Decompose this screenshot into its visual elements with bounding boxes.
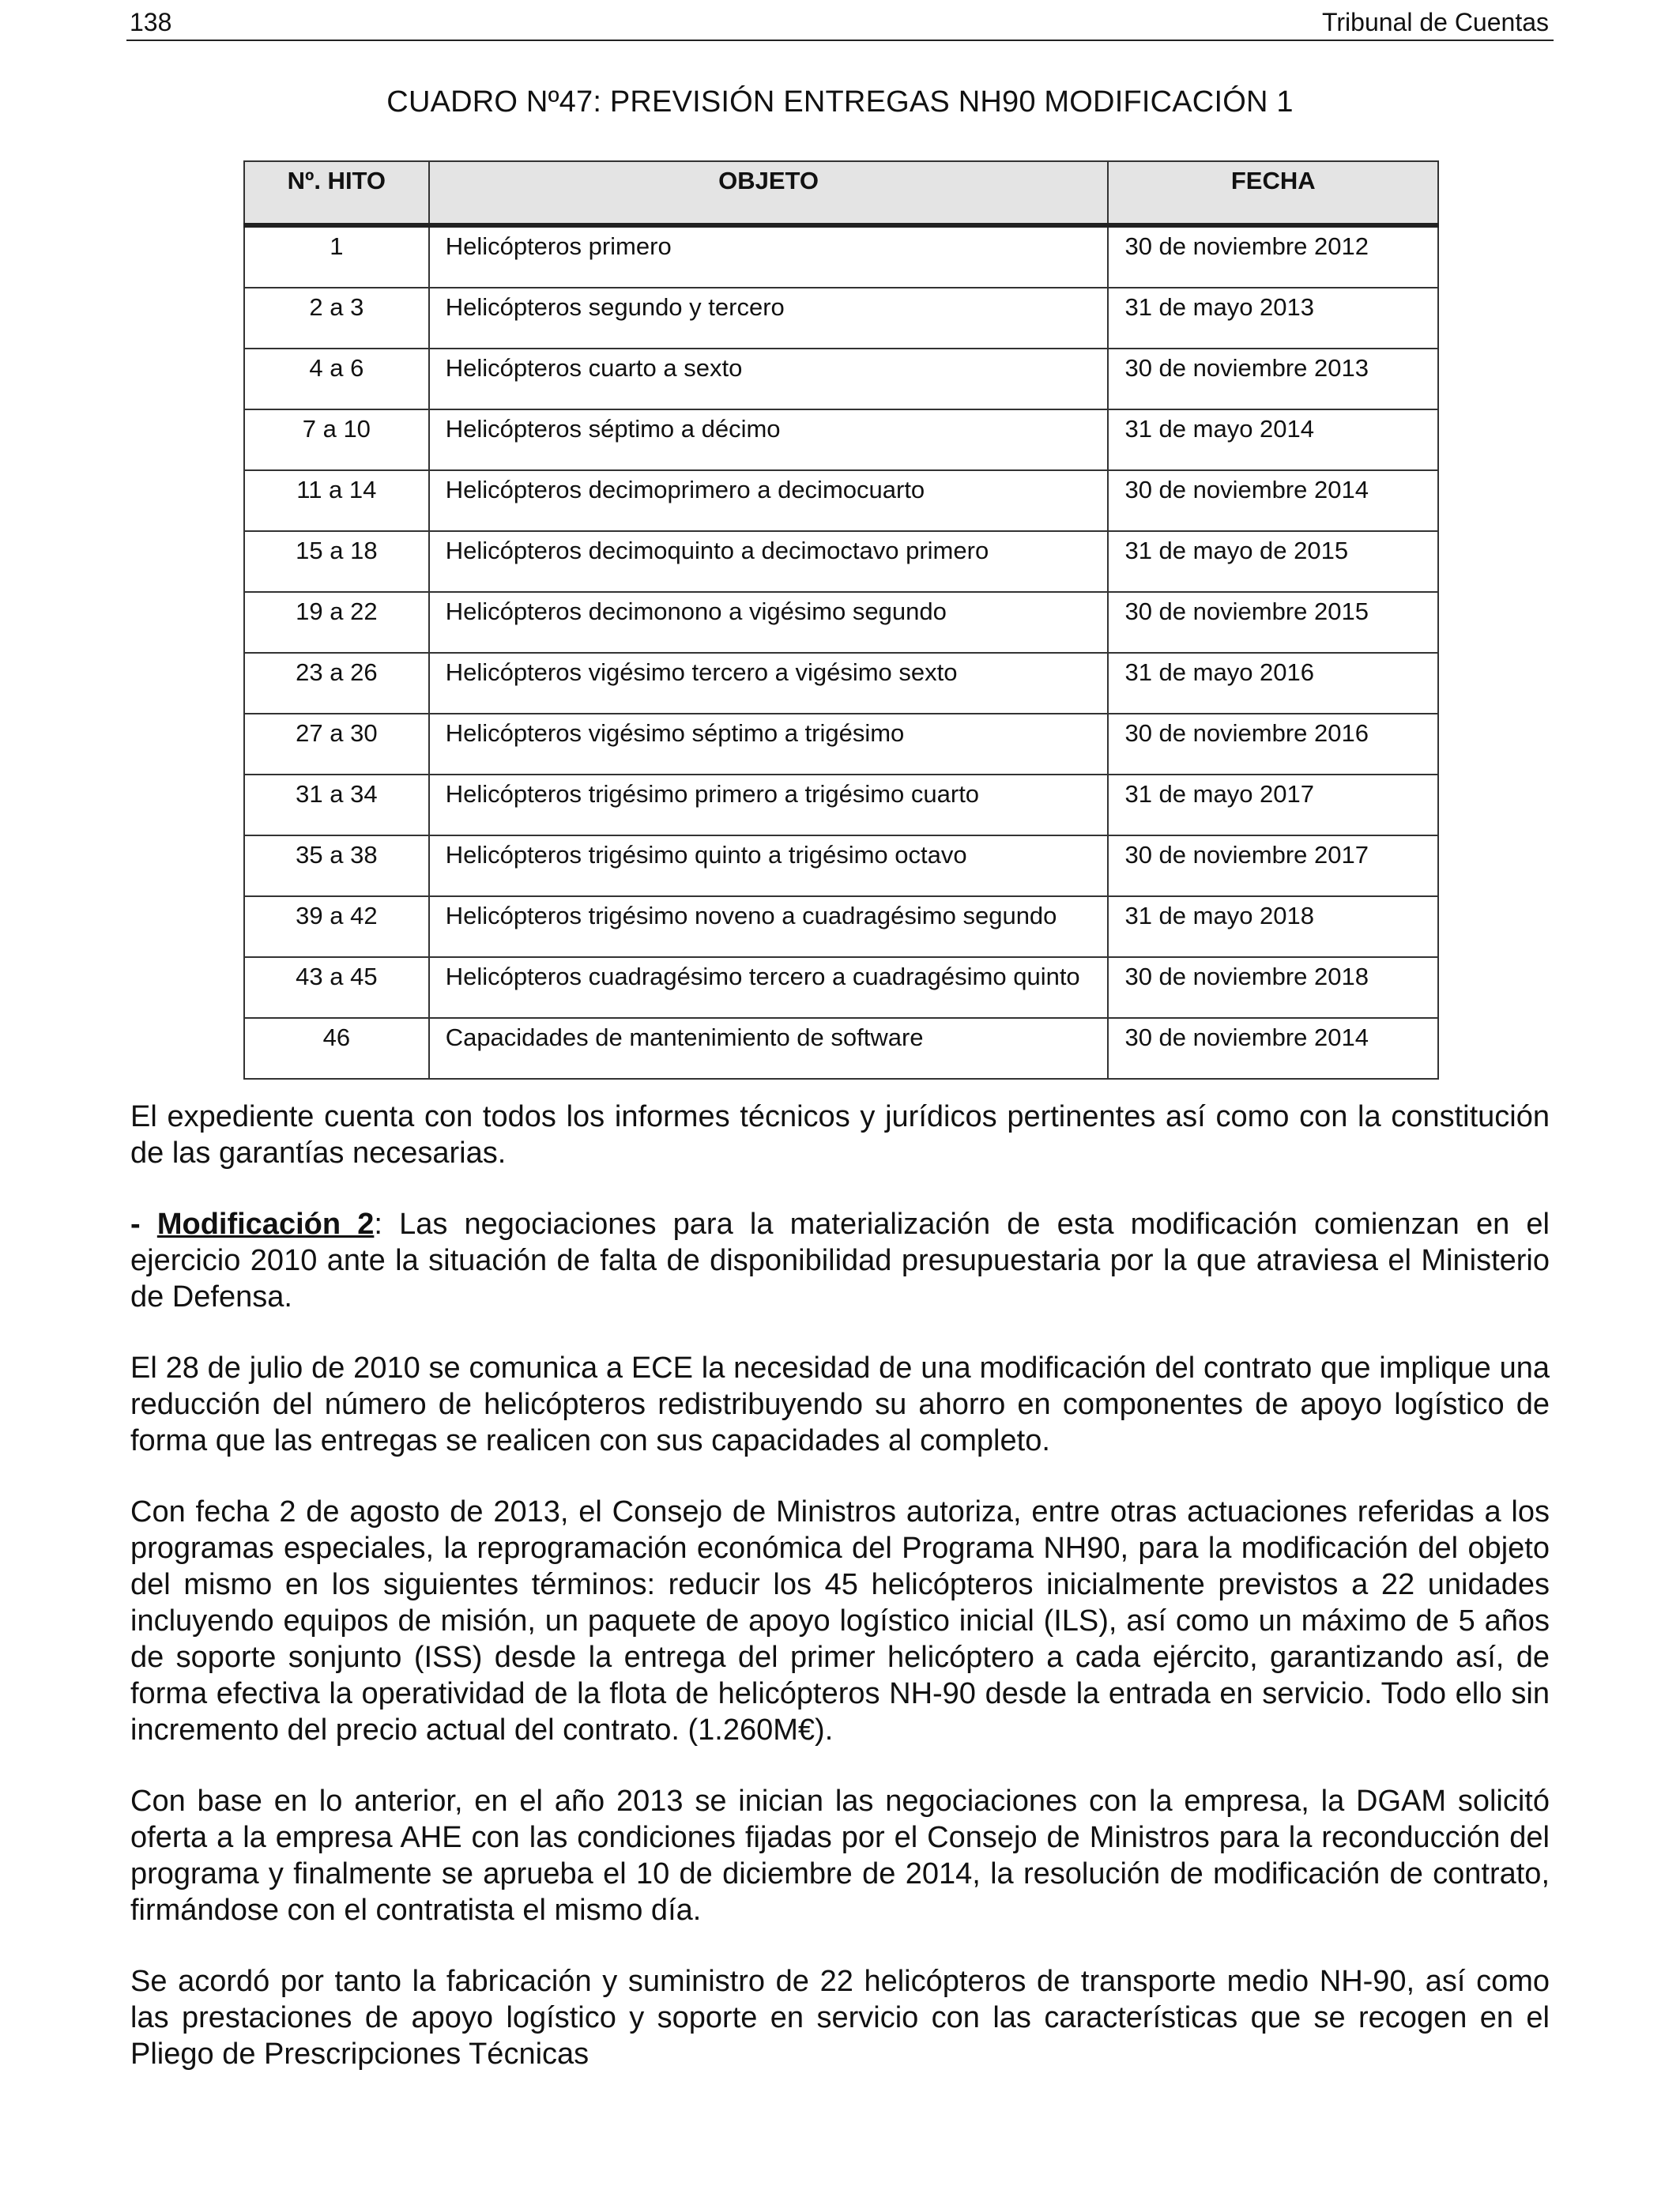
table-row xyxy=(244,349,1438,409)
cell-objeto: Helicópteros cuarto a sexto xyxy=(429,349,1109,409)
cell-fecha: 30 de noviembre 2017 xyxy=(1108,835,1438,896)
cell-objeto: Helicópteros séptimo a décimo xyxy=(429,409,1109,470)
table-row xyxy=(244,835,1438,896)
column-header-hito: Nº. HITO xyxy=(244,161,429,225)
cell-hito: 43 a 45 xyxy=(244,957,429,1018)
table-row xyxy=(244,775,1438,835)
cell-hito: 11 a 14 xyxy=(244,470,429,531)
cell-fecha: 30 de noviembre 2014 xyxy=(1108,1018,1438,1079)
column-header-objeto: OBJETO xyxy=(429,161,1109,225)
cell-hito: 39 a 42 xyxy=(244,896,429,957)
list-dash: - xyxy=(130,1208,157,1241)
cell-objeto-text: Helicópteros trigésimo noveno a cuadragésimo segundo xyxy=(445,902,1057,929)
table-row xyxy=(244,1018,1438,1079)
cell-fecha: 30 de noviembre 2013 xyxy=(1108,349,1438,409)
cell-objeto: Helicópteros decimoprimero a decimocuarto xyxy=(429,470,1109,531)
table-row xyxy=(244,957,1438,1018)
cell-hito: 1 xyxy=(244,225,429,288)
cell-hito: 46 xyxy=(244,1018,429,1079)
cell-fecha: 31 de mayo 2017 xyxy=(1108,775,1438,835)
paragraph-text: : Las negociaciones para la materialización de esta modificación comienzan en el ejercicio 2010 ante la situación de falta de disponibilidad presupuestaria por la que atraviesa el Ministerio de Defensa. xyxy=(130,1208,1550,1314)
cell-hito: 4 a 6 xyxy=(244,349,429,409)
cell-fecha: 30 de noviembre 2016 xyxy=(1108,714,1438,775)
page-header xyxy=(126,5,1554,41)
table-row xyxy=(244,531,1438,592)
cell-objeto: Helicópteros trigésimo quinto a trigésimo octavo xyxy=(429,835,1109,896)
column-header-fecha: FECHA xyxy=(1108,161,1438,225)
table-row xyxy=(244,896,1438,957)
table-row xyxy=(244,470,1438,531)
cell-fecha: 30 de noviembre 2018 xyxy=(1108,957,1438,1018)
cell-objeto: Helicópteros vigésimo tercero a vigésimo sexto xyxy=(429,653,1109,714)
table-row xyxy=(244,225,1438,288)
table-row xyxy=(244,288,1438,349)
cell-fecha: 31 de mayo 2016 xyxy=(1108,653,1438,714)
page-number: 138 xyxy=(130,8,172,36)
cell-fecha: 30 de noviembre 2012 xyxy=(1108,225,1438,288)
paragraph: Con fecha 2 de agosto de 2013, el Consejo de Ministros autoriza, entre otras actuaciones referidas a los programas especiales, la reprogramación económica del Programa NH90, para la modificación del objeto del mismo en los siguientes términos: reducir los 45 helicópteros inicialmente previstos a 22 unidades incluyendo equipos de misión, un paquete de apoyo logístico inicial (ILS), así como un máximo de 5 años de soporte sonjunto (ISS) desde la entrega del primer helicóptero a cada ejército, garantizando así, de forma efectiva la operatividad de la flota de helicópteros NH-90 desde la entrada en servicio. Todo ello sin incremento del precio actual del contrato. (1.260M€). xyxy=(130,1495,1550,1747)
cell-objeto xyxy=(429,896,1109,957)
cell-hito: 19 a 22 xyxy=(244,592,429,653)
cell-objeto: Helicópteros decimonono a vigésimo segundo xyxy=(429,592,1109,653)
table-row xyxy=(244,714,1438,775)
cell-objeto: Helicópteros segundo y tercero xyxy=(429,288,1109,349)
table-title: CUADRO Nº47: PREVISIÓN ENTREGAS NH90 MODIFICACIÓN 1 xyxy=(386,85,1294,119)
cell-objeto: Helicópteros primero xyxy=(429,225,1109,288)
table-row xyxy=(244,653,1438,714)
paragraph: Con base en lo anterior, en el año 2013 se inician las negociaciones con la empresa, la DGAM solicitó oferta a la empresa AHE con las condiciones fijadas por el Consejo de Ministros para la reconducción del programa y finalmente se aprueba el 10 de diciembre de 2014, la resolución de modificación de contrato, firmándose con el contratista el mismo día. xyxy=(130,1785,1550,1927)
cell-objeto: Helicópteros trigésimo primero a trigésimo cuarto xyxy=(429,775,1109,835)
cell-fecha: 31 de mayo 2018 xyxy=(1108,896,1438,957)
cell-hito: 2 a 3 xyxy=(244,288,429,349)
cell-hito: 27 a 30 xyxy=(244,714,429,775)
paragraph: El expediente cuenta con todos los informes técnicos y jurídicos pertinentes así como con la constitución de las garantías necesarias. xyxy=(130,1100,1550,1170)
deliveries-table xyxy=(243,160,1439,1080)
paragraph: Se acordó por tanto la fabricación y suministro de 22 helicópteros de transporte medio NH-90, así como las prestaciones de apoyo logístico y soporte en servicio con las características que se recogen en el Pliego de Prescripciones Técnicas xyxy=(130,1965,1550,2071)
paragraph: El 28 de julio de 2010 se comunica a ECE la necesidad de una modificación del contrato que implique una reducción del número de helicópteros redistribuyendo su ahorro en componentes de apoyo logístico de forma que las entregas se realicen con sus capacidades al completo. xyxy=(130,1351,1550,1457)
cell-hito: 15 a 18 xyxy=(244,531,429,592)
cell-objeto: Capacidades de mantenimiento de software xyxy=(429,1018,1109,1079)
body-text xyxy=(130,1099,1550,2107)
cell-hito: 31 a 34 xyxy=(244,775,429,835)
cell-hito: 23 a 26 xyxy=(244,653,429,714)
modification-label: Modificación 2 xyxy=(156,1208,375,1241)
table-row xyxy=(244,592,1438,653)
table-row xyxy=(244,409,1438,470)
cell-objeto: Helicópteros decimoquinto a decimoctavo primero xyxy=(429,531,1109,592)
cell-fecha: 30 de noviembre 2014 xyxy=(1108,470,1438,531)
cell-fecha: 31 de mayo de 2015 xyxy=(1108,531,1438,592)
cell-fecha: 30 de noviembre 2015 xyxy=(1108,592,1438,653)
publisher-name: Tribunal de Cuentas xyxy=(1322,8,1549,36)
cell-objeto xyxy=(429,957,1109,1018)
cell-fecha: 31 de mayo 2013 xyxy=(1108,288,1438,349)
cell-fecha: 31 de mayo 2014 xyxy=(1108,409,1438,470)
cell-hito: 35 a 38 xyxy=(244,835,429,896)
cell-objeto-text: Helicópteros cuadragésimo tercero a cuadragésimo quinto xyxy=(445,963,1080,990)
cell-hito: 7 a 10 xyxy=(244,409,429,470)
table-header-row xyxy=(244,161,1438,225)
cell-objeto: Helicópteros vigésimo séptimo a trigésimo xyxy=(429,714,1109,775)
paragraph-modificacion-2 xyxy=(130,1206,1550,1315)
